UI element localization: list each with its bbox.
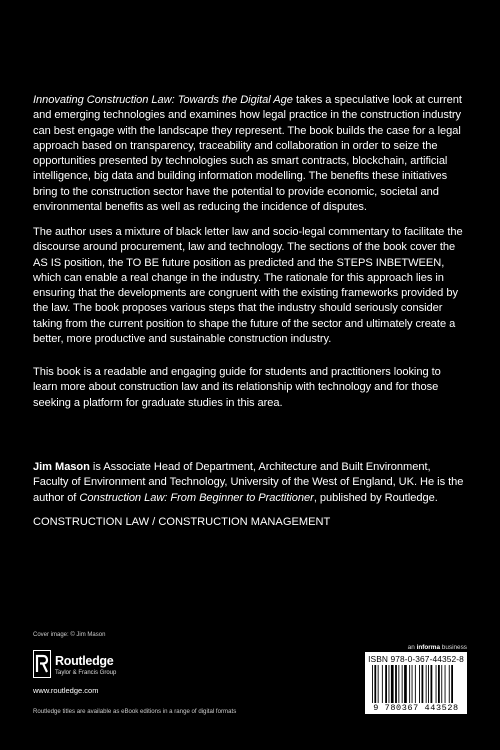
publisher-group: Taylor & Francis Group [55,670,117,676]
author-bio-text-b: , published by Routledge. [313,491,438,504]
other-book-title: Construction Law: From Beginner to Practitioner [79,491,314,504]
cover-credit: Cover image: © Jim Mason [33,632,106,638]
publisher-logo [33,650,193,690]
blurb-paragraph-1 [33,93,467,215]
barcode-icon [371,665,463,705]
isbn-label: ISBN 978-0-367-44352-8 [368,654,464,664]
blurb-paragraph-3: This book is a readable and engaging guide for students and practitioners looking to learn more about construction law and its relationship with technology and for those seeking a platform for graduate studies in this area. [33,366,441,409]
back-cover [33,0,467,750]
book-title: Innovating Construction Law: Towards the Digital Age [33,94,293,106]
ebook-note: Routledge titles are available as eBook editions in a range of digital formats [33,708,237,715]
informa-business-tag: an informa business [407,644,467,651]
blurb-paragraph-2: The author uses a mixture of black letter law and socio-legal commentary to facilitate the discourse around procurement, law and technology. The sections of the book cover the AS IS position, the TO BE future position as predicted and the STEPS INBETWEEN, which can enable a real change in the industry. The rationale for this approach lies in ensuring that the developments are congruent with the existing frameworks provided by the law. The book proposes various steps that the industry should seriously consider taking from the current position to shape the future of the sector and ultimately create a better, more productive and sustainable construction industry. [33,226,463,346]
author-bio [33,460,467,506]
author-name: Jim Mason [33,461,90,473]
publisher-url[interactable]: www.routledge.com [33,686,99,695]
subject-category: CONSTRUCTION LAW / CONSTRUCTION MANAGEMENT [33,516,331,528]
isbn-barcode [365,652,467,714]
author-bio-text-a: is Associate Head of Department, Architecture and Built Environment, Faculty of Environment and Technology, University of the West of England, UK. He is the author of [33,461,464,504]
publisher-name: Routledge [55,654,114,668]
blurb-paragraph-1-text: takes a speculative look at current and emerging technologies and examines how legal practice in the construction industry can best engage with the landscape they represent. The book builds the case for a legal approach based on transparency, traceability and collaboration in order to seize the opportunities presented by technologies such as smart contracts, blockchain, artificial intelligence, big data and building information modelling. The benefits these initiatives bring to the construction sector have the potential to provide economic, societal and environmental benefits as well as reducing the incidence of disputes. [33,94,462,214]
routledge-logo-icon [33,650,51,678]
barcode-digits: 9 780367 443528 [367,703,465,713]
